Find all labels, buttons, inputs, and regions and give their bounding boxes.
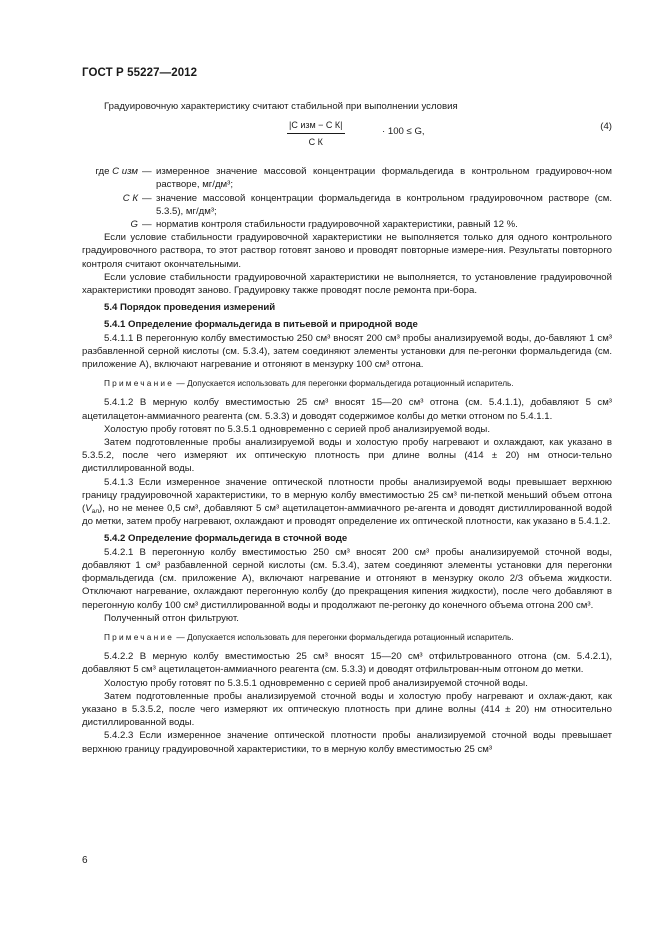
paragraph-5-4-2-1: 5.4.2.1 В перегонную колбу вместимостью 250 см³ вносят 200 см³ пробы анализируемой сточной воды, добавляют 1 см³ разбавленной серной кислоты (см. 5.3.4), затем соединяют элементы установки для перегонки формальдегида (см. приложение А), включают нагревание и отгоняют в мензурку около 2/3 объема жидкости. Отключают нагревание, охлаждают перегонную колбу (до прекращения кипения жидкости), после чего добавляют в перегонную колбу 100 см³ дистиллированной воды и продолжают пе-регонку до конечного объема отгона 200 см³. bbox=[82, 546, 612, 611]
definition-dash: — bbox=[142, 166, 152, 178]
definition-row bbox=[82, 165, 612, 191]
formula-tail: · 100 ≤ G, bbox=[382, 126, 425, 138]
formula-4 bbox=[82, 117, 612, 163]
intro-paragraph: Градуировочную характеристику считают стабильной при выполнении условия bbox=[104, 101, 458, 112]
definitions-list bbox=[82, 165, 612, 231]
definition-text: значение массовой концентрации формальдегида в контрольном градуировочном растворе (см. 5.3.5), мг/дм³; bbox=[156, 192, 612, 217]
document-body bbox=[82, 100, 612, 756]
paragraph-5-4-1-2: 5.4.1.2 В мерную колбу вместимостью 25 см³ вносят 15—20 см³ отгона (см. 5.4.1.1), добавляют 5 см³ ацетилацетон-аммиачного реагента (см. 5.3.3) и доводят содержимое колбы до метки отгоном по 5.4.1.1. bbox=[82, 397, 612, 422]
definition-row bbox=[82, 218, 612, 231]
section-heading-5-4: 5.4 Порядок проведения измерений bbox=[104, 302, 276, 314]
note-text: — Допускается использовать для перегонки формальдегида ротационный испаритель. bbox=[174, 631, 514, 642]
page-number: 6 bbox=[82, 855, 88, 866]
paragraph: Если условие стабильности градуировочной характеристики не выполняется только для одного контрольного градуировочного раствора, то этот раствор готовят заново и проводят повторные измере-ния. Результаты повторного контроля считают окончательными. bbox=[82, 232, 612, 270]
formula-denominator: C К bbox=[308, 137, 323, 148]
definition-symbol: G bbox=[130, 219, 138, 231]
section-heading-5-4-2: 5.4.2 Определение формальдегида в сточной воде bbox=[104, 533, 348, 545]
paragraph: Полученный отгон фильтруют. bbox=[104, 612, 239, 624]
paragraph: Если условие стабильности градуировочной характеристики не выполняется, то установление градуировочной характеристики проводят заново. Градуировку также проводят после ремонта при-бора. bbox=[82, 271, 612, 297]
definition-text: измеренное значение массовой концентрации формальдегида в контрольном градуировоч-ном растворе, мг/дм³; bbox=[156, 166, 612, 191]
paragraph-5-4-1-1: 5.4.1.1 В перегонную колбу вместимостью 250 см³ вносят 200 см³ пробы анализируемой воды, до-бавляют 1 см³ разбавленной серной кислоты (см. 5.3.4), затем соединяют элементы установки для пе-регонки формальдегида (см. приложение А), включают нагревание и отгоняют в мензурку 100 см³ отгона. bbox=[82, 332, 612, 371]
paragraph: Холостую пробу готовят по 5.3.5.1 одновременно с серией проб анализируемой воды. bbox=[104, 423, 490, 435]
paragraph-5-4-1-3: 5.4.1.3 Если измеренное значение оптической плотности пробы анализируемой воды превышает верхнюю границу градуировочной характеристики, то в мерную колбу вместимостью 25 см³ пи-петкой меньший объем отгона $(V_{ал})$, но не менее 0,5 см³, добавляют 5 см³ ацетилацетон-аммиачного ре-агента и доводят дистиллированной водой до метки, затем пробу нагревают, охлаждают и проводят определение их оптической плотности, как указано в 5.4.1.2. bbox=[82, 476, 612, 528]
formula-numerator: |C изм − C К| bbox=[287, 119, 345, 134]
definition-text: норматив контроля стабильности градуировочной характеристики, равный 12 %. bbox=[156, 219, 518, 231]
definition-dash: — bbox=[142, 192, 152, 204]
formula-number: (4) bbox=[600, 121, 612, 133]
definition-row bbox=[82, 192, 612, 218]
note-label: Примечание bbox=[104, 378, 175, 389]
document-header: ГОСТ Р 55227—2012 bbox=[82, 67, 198, 79]
paragraph: Затем подготовленные пробы анализируемой воды и холостую пробу нагревают и охлаждают, как указано в 5.3.5.2, после чего измеряют их оптическую плотность при длине волны (414 ± 20) нм относи-тельно дистиллированной воды. bbox=[82, 437, 612, 475]
paragraph-5-4-2-2: 5.4.2.2 В мерную колбу вместимостью 25 см³ вносят 15—20 см³ отфильтрованного отгона (см. 5.4.2.1), добавляют 5 см³ ацетилацетон-аммиачного реагента (см. 5.3.3) и доводят отфильтрован-ным отгоном до метки. bbox=[82, 651, 612, 676]
note bbox=[82, 377, 612, 390]
definition-dash: — bbox=[142, 219, 152, 231]
definition-symbol: где C изм bbox=[95, 166, 138, 178]
paragraph: Затем подготовленные пробы анализируемой сточной воды и холостую пробу нагревают и охлаж-дают, как указано в 5.3.5.2, после чего измеряют их оптическую плотность при длине волны (414 ± 20) нм относительно дистиллированной воды. bbox=[82, 690, 612, 729]
paragraph-5-4-2-3: 5.4.2.3 Если измеренное значение оптической плотности пробы анализируемой сточной воды превышает верхнюю границу градуировочной характеристики, то в мерную колбу вместимостью 25 см³ bbox=[82, 730, 612, 755]
paragraph: Холостую пробу готовят по 5.3.5.1 одновременно с серией проб анализируемой сточной воды. bbox=[104, 677, 528, 689]
note-text: — Допускается использовать для перегонки формальдегида ротационный испаритель. bbox=[174, 378, 514, 389]
formula-fraction bbox=[287, 119, 345, 149]
definition-symbol: C К bbox=[122, 192, 138, 204]
note bbox=[82, 631, 612, 644]
section-heading-5-4-1: 5.4.1 Определение формальдегида в питьевой и природной воде bbox=[104, 319, 418, 331]
note-label: Примечание bbox=[104, 631, 175, 642]
